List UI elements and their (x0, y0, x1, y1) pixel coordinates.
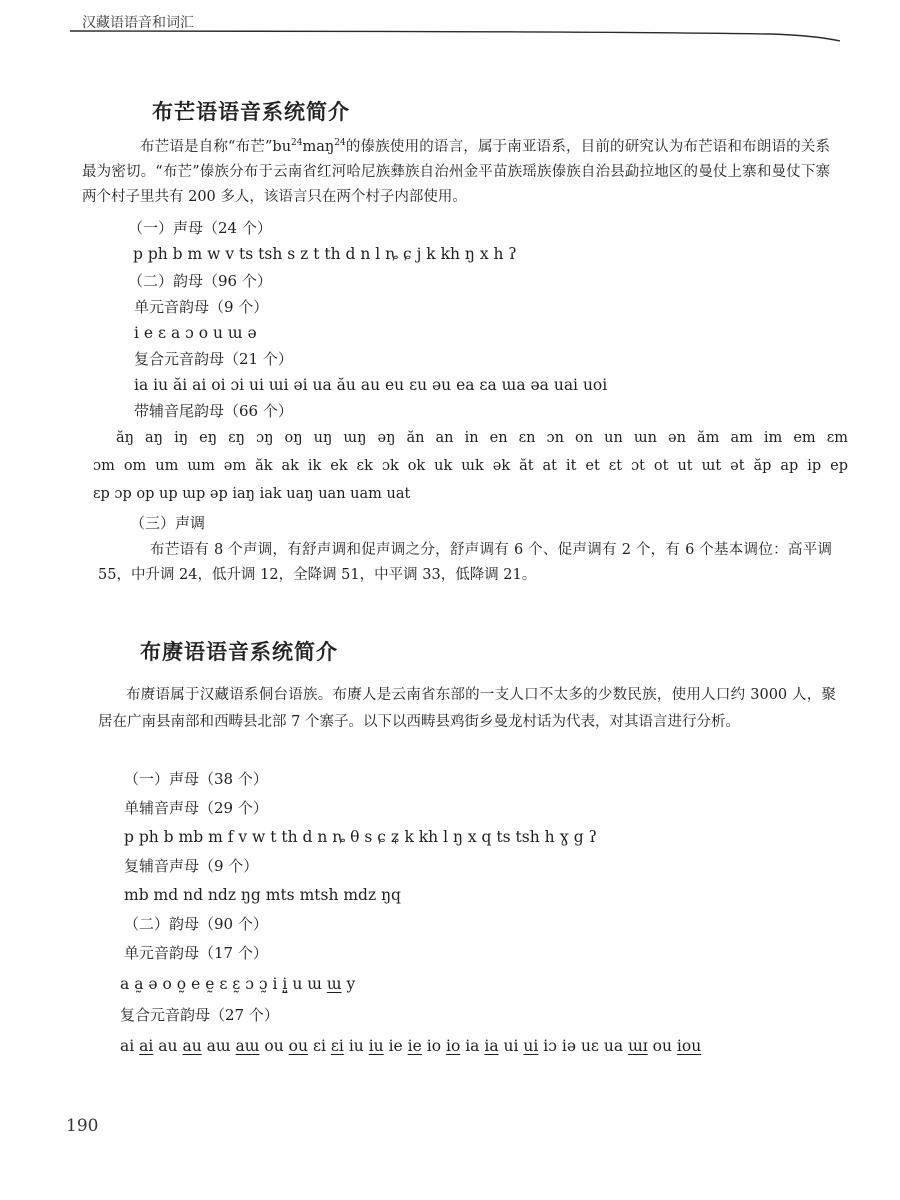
running-header-title: 汉藏语语音和词汇 (82, 15, 194, 31)
final-token: ou (652, 1037, 672, 1055)
final-token: iu (348, 1037, 364, 1055)
bugeng-initials-heading: （一）声母（38 个） (124, 770, 268, 788)
final-token: ui (503, 1037, 519, 1055)
final-token: ui (523, 1037, 539, 1055)
final-token: ou (264, 1037, 284, 1055)
final-token: aɯ (206, 1037, 231, 1055)
bugeng-simple-initials-heading: 单辅音声母（29 个） (124, 799, 268, 817)
final-token: a (120, 975, 130, 993)
final-token: ɛi (330, 1037, 344, 1055)
final-token: au (182, 1037, 202, 1055)
final-token: ou (288, 1037, 308, 1055)
bumang-monophthongs-heading: 单元音韵母（9 个） (134, 298, 269, 316)
bumang-tones-paragraph: 布芒语有 8 个声调，有舒声调和促声调之分，舒声调有 6 个、促声调有 2 个，有 6 个基本调位：高平调 55，中升调 24，低升调 12，全降调 51，中平调 33，低降调 21。 (98, 542, 832, 583)
final-token: au (158, 1037, 178, 1055)
section-title-bugeng: 布赓语语音系统简介 (140, 640, 338, 664)
bumang-initials-heading: （一）声母（24 个） (128, 219, 272, 237)
bumang-diphthongs-heading: 复合元音韵母（21 个） (134, 350, 293, 368)
final-token: ɔ̰ (258, 975, 268, 993)
bumang-intro-paragraph: 布芒语是自称“布芒$”bu^{24}maŋ^{24}$的傣族使用的语言，属于南亚语系，目前的研究认为布芒语和布朗语的关系最为密切。“布芒”傣族分布于云南省红河哈尼族彝族自治州金平苗族瑶族傣族自治县勐拉地区的曼仗上寨和曼仗下寨两个村子里共有 200 多人，该语言只在两个村子内部使用。 (82, 138, 831, 205)
final-token: a̰ (134, 975, 144, 993)
final-token: uɛ (580, 1037, 599, 1055)
bumang-initials-list: p ph b m w v ts tsh s z t th d n l ȵ ɕ j k kh ŋ x h ʔ (133, 245, 517, 263)
bumang-finals-heading: （二）韵母（96 个） (128, 272, 272, 290)
final-token: ɛ (219, 975, 228, 993)
bumang-coda-finals-line: ɛp ɔp op up ɯp əp iaŋ iak uaŋ uan uam uat (93, 486, 411, 502)
final-token: i (272, 975, 278, 993)
bumang-coda-finals-line: ɔm om um ɯm əm ăk ak ik ek ɛk ɔk ok uk ɯk ək ăt at it et ɛt ɔt ot ut ɯt ət ăp ap ip ep (93, 458, 848, 474)
bugeng-intro-paragraph: 布赓语属于汉藏语系侗台语族。布赓人是云南省东部的一支人口不太多的少数民族，使用人口约 3000 人，聚居在广南县南部和西畴县北部 7 个寨子。以下以西畴县鸡街乡曼龙村话为代表，对其语言进行分析。 (98, 687, 836, 730)
bugeng-complex-initials-list: mb md nd ndz ŋg mts mtsh mdz ŋq (124, 886, 401, 904)
final-token: ua (603, 1037, 624, 1055)
bugeng-monophthongs-heading: 单元音韵母（17 个） (124, 944, 268, 962)
final-token: ɯ (326, 975, 342, 993)
final-token: ie (407, 1037, 422, 1055)
final-token: ɯɪ (628, 1037, 648, 1055)
final-token: y (346, 975, 356, 993)
final-token: o̰ (176, 975, 187, 993)
bumang-coda-finals-heading: 带辅音尾韵母（66 个） (134, 402, 293, 420)
bugeng-complex-initials-heading: 复辅音声母（9 个） (124, 857, 259, 875)
final-token: ɛ̰ (232, 975, 241, 993)
bumang-diphthongs-list: ia iu ăi ai oi ɔi ui ɯi əi ua ău au eu ɛu əu ea ɛa ɯa əa uai uoi (134, 376, 608, 394)
final-token: ɯ (307, 975, 322, 993)
bumang-coda-finals-line: ăŋ aŋ iŋ eŋ ɛŋ ɔŋ oŋ uŋ ɯŋ əŋ ăn an in en ɛn ɔn on un ɯn ən ăm am im em ɛm (116, 430, 848, 446)
final-token: ai (139, 1037, 154, 1055)
bugeng-monophthongs-list (120, 973, 355, 995)
final-token: ɛi (312, 1037, 326, 1055)
final-token: iu (368, 1037, 384, 1055)
bugeng-simple-initials-list: p ph b mb m f v w t th d n ȵ θ s ɕ ʑ k kh l ŋ x q ts tsh h ɣ g ʔ (124, 828, 597, 846)
bumang-tones-heading: （三）声调 (130, 514, 206, 532)
final-token: aɯ (235, 1037, 260, 1055)
bugeng-diphthongs-list (120, 1035, 701, 1057)
section-title-bumang: 布芒语语音系统简介 (152, 100, 350, 124)
header-rule (70, 29, 840, 43)
final-token: ai (120, 1037, 135, 1055)
final-token: io (426, 1037, 442, 1055)
final-token: iou (676, 1037, 702, 1055)
final-token: io (445, 1037, 461, 1055)
final-token: o (162, 975, 172, 993)
final-token: ə (148, 975, 158, 993)
bugeng-diphthongs-heading: 复合元音韵母（27 个） (120, 1006, 279, 1024)
final-token: e (191, 975, 201, 993)
final-token: iə (561, 1037, 576, 1055)
final-token: iɔ (543, 1037, 557, 1055)
final-token: u (292, 975, 303, 993)
final-token: i̤ (282, 975, 288, 993)
final-token: ɔ (245, 975, 254, 993)
final-token: ia (484, 1037, 499, 1055)
bugeng-finals-heading: （二）韵母（90 个） (124, 915, 268, 933)
final-token: ie (388, 1037, 403, 1055)
page-number: 190 (66, 1116, 99, 1136)
final-token: ia (465, 1037, 480, 1055)
final-token: ḛ (205, 975, 215, 993)
bumang-monophthongs-list: i e ɛ a ɔ o u ɯ ə (134, 324, 257, 342)
